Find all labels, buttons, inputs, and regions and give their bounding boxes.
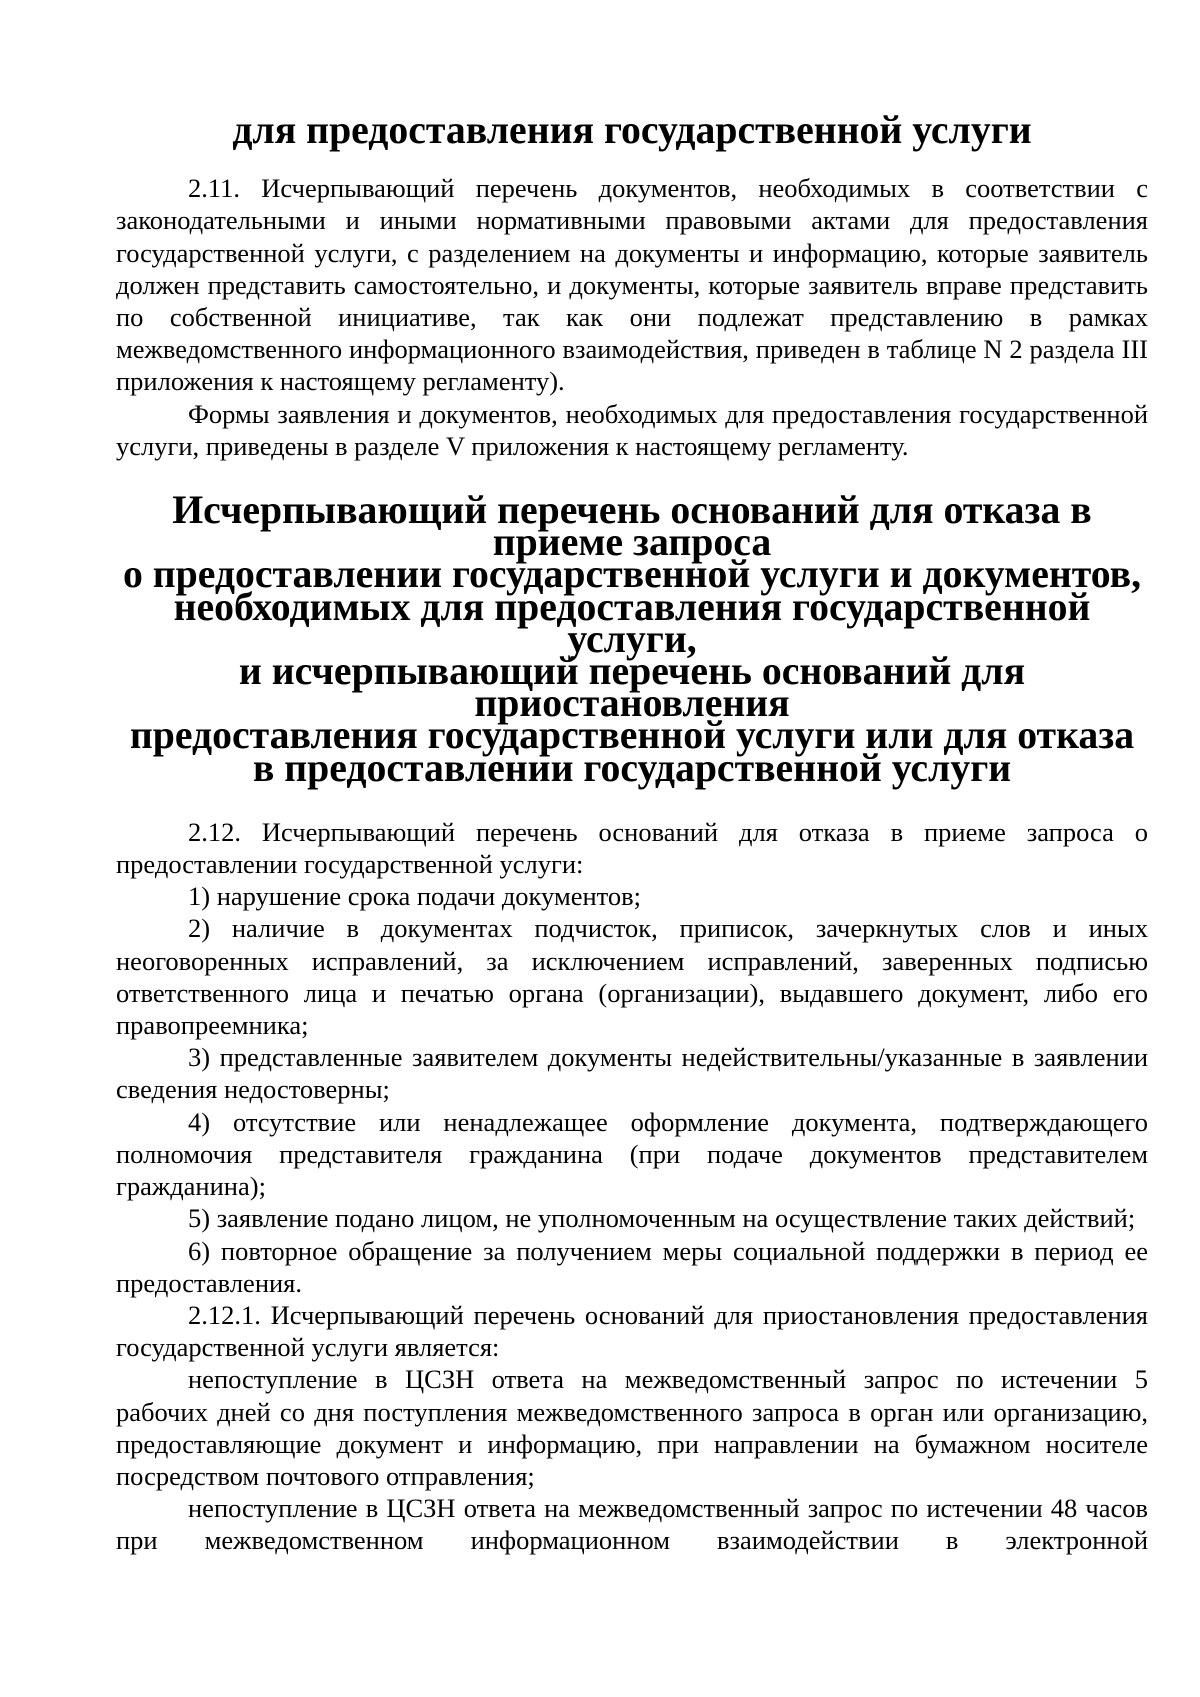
top-heading: для предоставления государственной услуги [232,108,1032,152]
suspension-reason-1: непоступление в ЦСЗН ответа на межведомственный запрос по истечении 5 рабочих дней со дня поступления межведомственного запроса в орган или организацию, предоставляющие документ и информацию, при направлении на бумажном носителе посредством почтового отправления; [116,1364,1148,1491]
list-item-1: 1) нарушение срока подачи документов; [188,881,642,912]
document-body [116,108,1148,1557]
section-heading-line: необходимых для предоставления государственной услуги, [173,584,1091,661]
paragraph-2-11: 2.11. Исчерпывающий перечень документов, необходимых в соответствии с законодательными и иными нормативными правовыми актами для предоставления государственной услуги, с разделением на документы и информацию, которые заявитель должен представить самостоятельно, и документы, которые заявитель вправе представить по собственной инициативе, так как они подлежат представлению в рамках межведомственного информационного взаимодействия, приведен в таблице N 2 раздела III приложения к настоящему регламенту). [116,173,1148,397]
list-item-3: 3) представленные заявителем документы недействительны/указанные в заявлении сведения недостоверны; [116,1042,1148,1105]
list-item-4: 4) отсутствие или ненадлежащее оформление документа, подтверждающего полномочия представителя гражданина (при подаче документов представителем гражданина); [116,1106,1148,1202]
paragraph-2-12-1: 2.12.1. Исчерпывающий перечень оснований для приостановления предоставления государственной услуги является: [116,1299,1148,1363]
section-heading [116,488,1148,790]
section-heading-line: и исчерпывающий перечень оснований для приостановления [238,649,1026,726]
list-item-6: 6) повторное обращение за получением меры социальной поддержки в период ее предоставления. [116,1235,1148,1298]
section-heading-line: в предоставлении государственной услуги [252,745,1012,790]
section-heading-line: предоставления государственной услуги или для отказа [129,713,1135,758]
list-item-2: 2) наличие в документах подчисток, приписок, зачеркнутых слов и иных неоговоренных исправлений, за исключением исправлений, заверенных подписью ответственного лица и печатью органа (организации), выдавшего документ, либо его правопреемника; [116,913,1148,1041]
section-heading-line: Исчерпывающий перечень оснований для отказа в приеме запроса [172,488,1092,565]
paragraph-2-12: 2.12. Исчерпывающий перечень оснований для отказа в приеме запроса о предоставлении государственной услуги: [116,816,1148,880]
list-item-5: 5) заявление подано лицом, не уполномоченным на осуществление таких действий; [188,1203,1136,1234]
section-heading-line: о предоставлении государственной услуги и документов, [122,552,1142,597]
paragraph-forms: Формы заявления и документов, необходимых для предоставления государственной услуги, приведены в разделе V приложения к настоящему регламенту. [116,398,1148,461]
suspension-reason-2: непоступление в ЦСЗН ответа на межведомственный запрос по истечении 48 часов при межведомственном информационном взаимодействии в электронной [116,1493,1148,1556]
